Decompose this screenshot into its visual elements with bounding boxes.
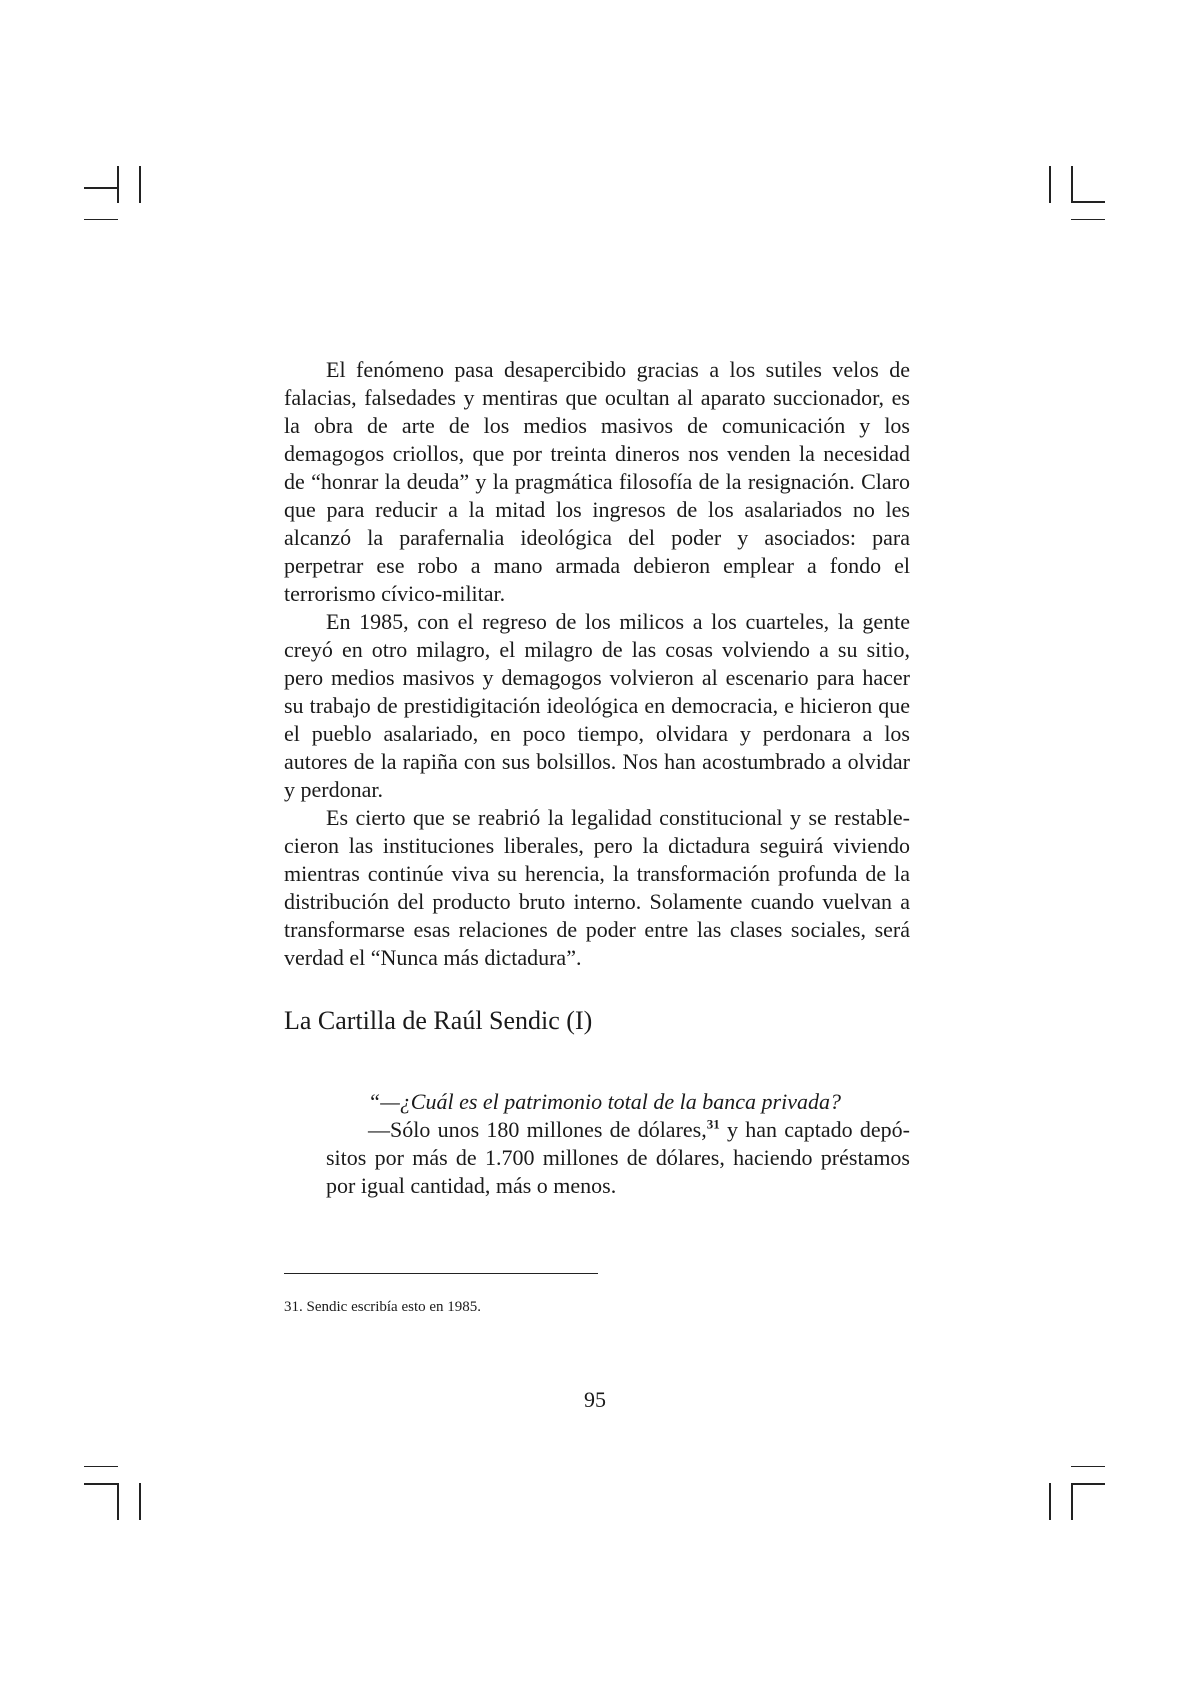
crop-mark bbox=[1049, 166, 1051, 203]
crop-mark bbox=[139, 166, 141, 203]
page-number: 95 bbox=[584, 1387, 606, 1412]
crop-mark bbox=[1071, 1466, 1105, 1467]
footnote: 31. Sendic escribía esto en 1985. bbox=[284, 1299, 482, 1315]
crop-mark bbox=[1049, 1483, 1051, 1520]
quote-answer bbox=[326, 1116, 910, 1200]
crop-mark bbox=[84, 1466, 118, 1467]
crop-mark bbox=[1071, 1483, 1105, 1485]
footnote-reference: 31 bbox=[706, 1116, 720, 1132]
paragraph: El fenómeno pasa desapercibido gracias a los sutiles velos de falacias, falsedades y mentiras que ocultan al aparato succionador, es la obra de arte de los medios masivos de comunicación y los demagogos criollos, que por treinta dineros nos venden la necesidad de “honrar la deuda” y la pragmática filosofía de la resignación. Claro que para reducir a la mitad los ingresos de los asalariados no les alcanzó la parafernalia ideológica del poder y asociados: para perpetrar ese robo a mano armada debieron emplear a fondo el terrorismo cívico-militar. bbox=[284, 357, 910, 606]
crop-mark bbox=[1071, 1483, 1073, 1520]
crop-mark bbox=[117, 1483, 119, 1520]
quote-answer-end: y han captado depósitos por más de 1.700 millones de dólares, haciendo préstamos por igual cantidad, más o menos. bbox=[326, 1117, 910, 1198]
section-heading: La Cartilla de Raúl Sendic (I) bbox=[284, 1006, 593, 1035]
crop-mark bbox=[84, 187, 118, 189]
footnote-rule bbox=[284, 1273, 598, 1274]
body-text bbox=[284, 356, 910, 972]
crop-mark bbox=[1071, 219, 1105, 220]
quote-question: “—¿Cuál es el patrimonio total de la banca privada? bbox=[368, 1089, 841, 1114]
quote-block bbox=[326, 1088, 910, 1200]
quote-answer-start: —Sólo unos 180 millones de dólares, bbox=[368, 1117, 707, 1142]
crop-mark bbox=[84, 219, 118, 220]
paragraph: En 1985, con el regreso de los milicos a los cuarteles, la gente creyó en otro milagro, el milagro de las cosas volviendo a su sitio, pero medios masivos y demagogos volvieron al escenario para hacer su trabajo de prestidigitación ideológica en democracia, e hicieron que el pueblo asalariado, en poco tiempo, olvidara y perdonara a los autores de la rapiña con sus bolsillos. Nos han acostumbrado a olvidar y perdonar. bbox=[284, 609, 910, 802]
crop-mark bbox=[1071, 201, 1105, 203]
crop-mark bbox=[117, 166, 119, 203]
paragraph: Es cierto que se reabrió la legalidad constitucional y se restablecieron las instituciones liberales, pero la dictadura seguirá viviendo mientras continúe viva su herencia, la transformación profunda de la distribución del producto bruto interno. Solamente cuando vuelvan a transformarse esas relaciones de poder entre las clases sociales, será verdad el “Nunca más dictadura”. bbox=[284, 805, 910, 970]
crop-mark bbox=[84, 1483, 118, 1485]
crop-mark bbox=[1071, 166, 1073, 203]
crop-mark bbox=[139, 1483, 141, 1520]
